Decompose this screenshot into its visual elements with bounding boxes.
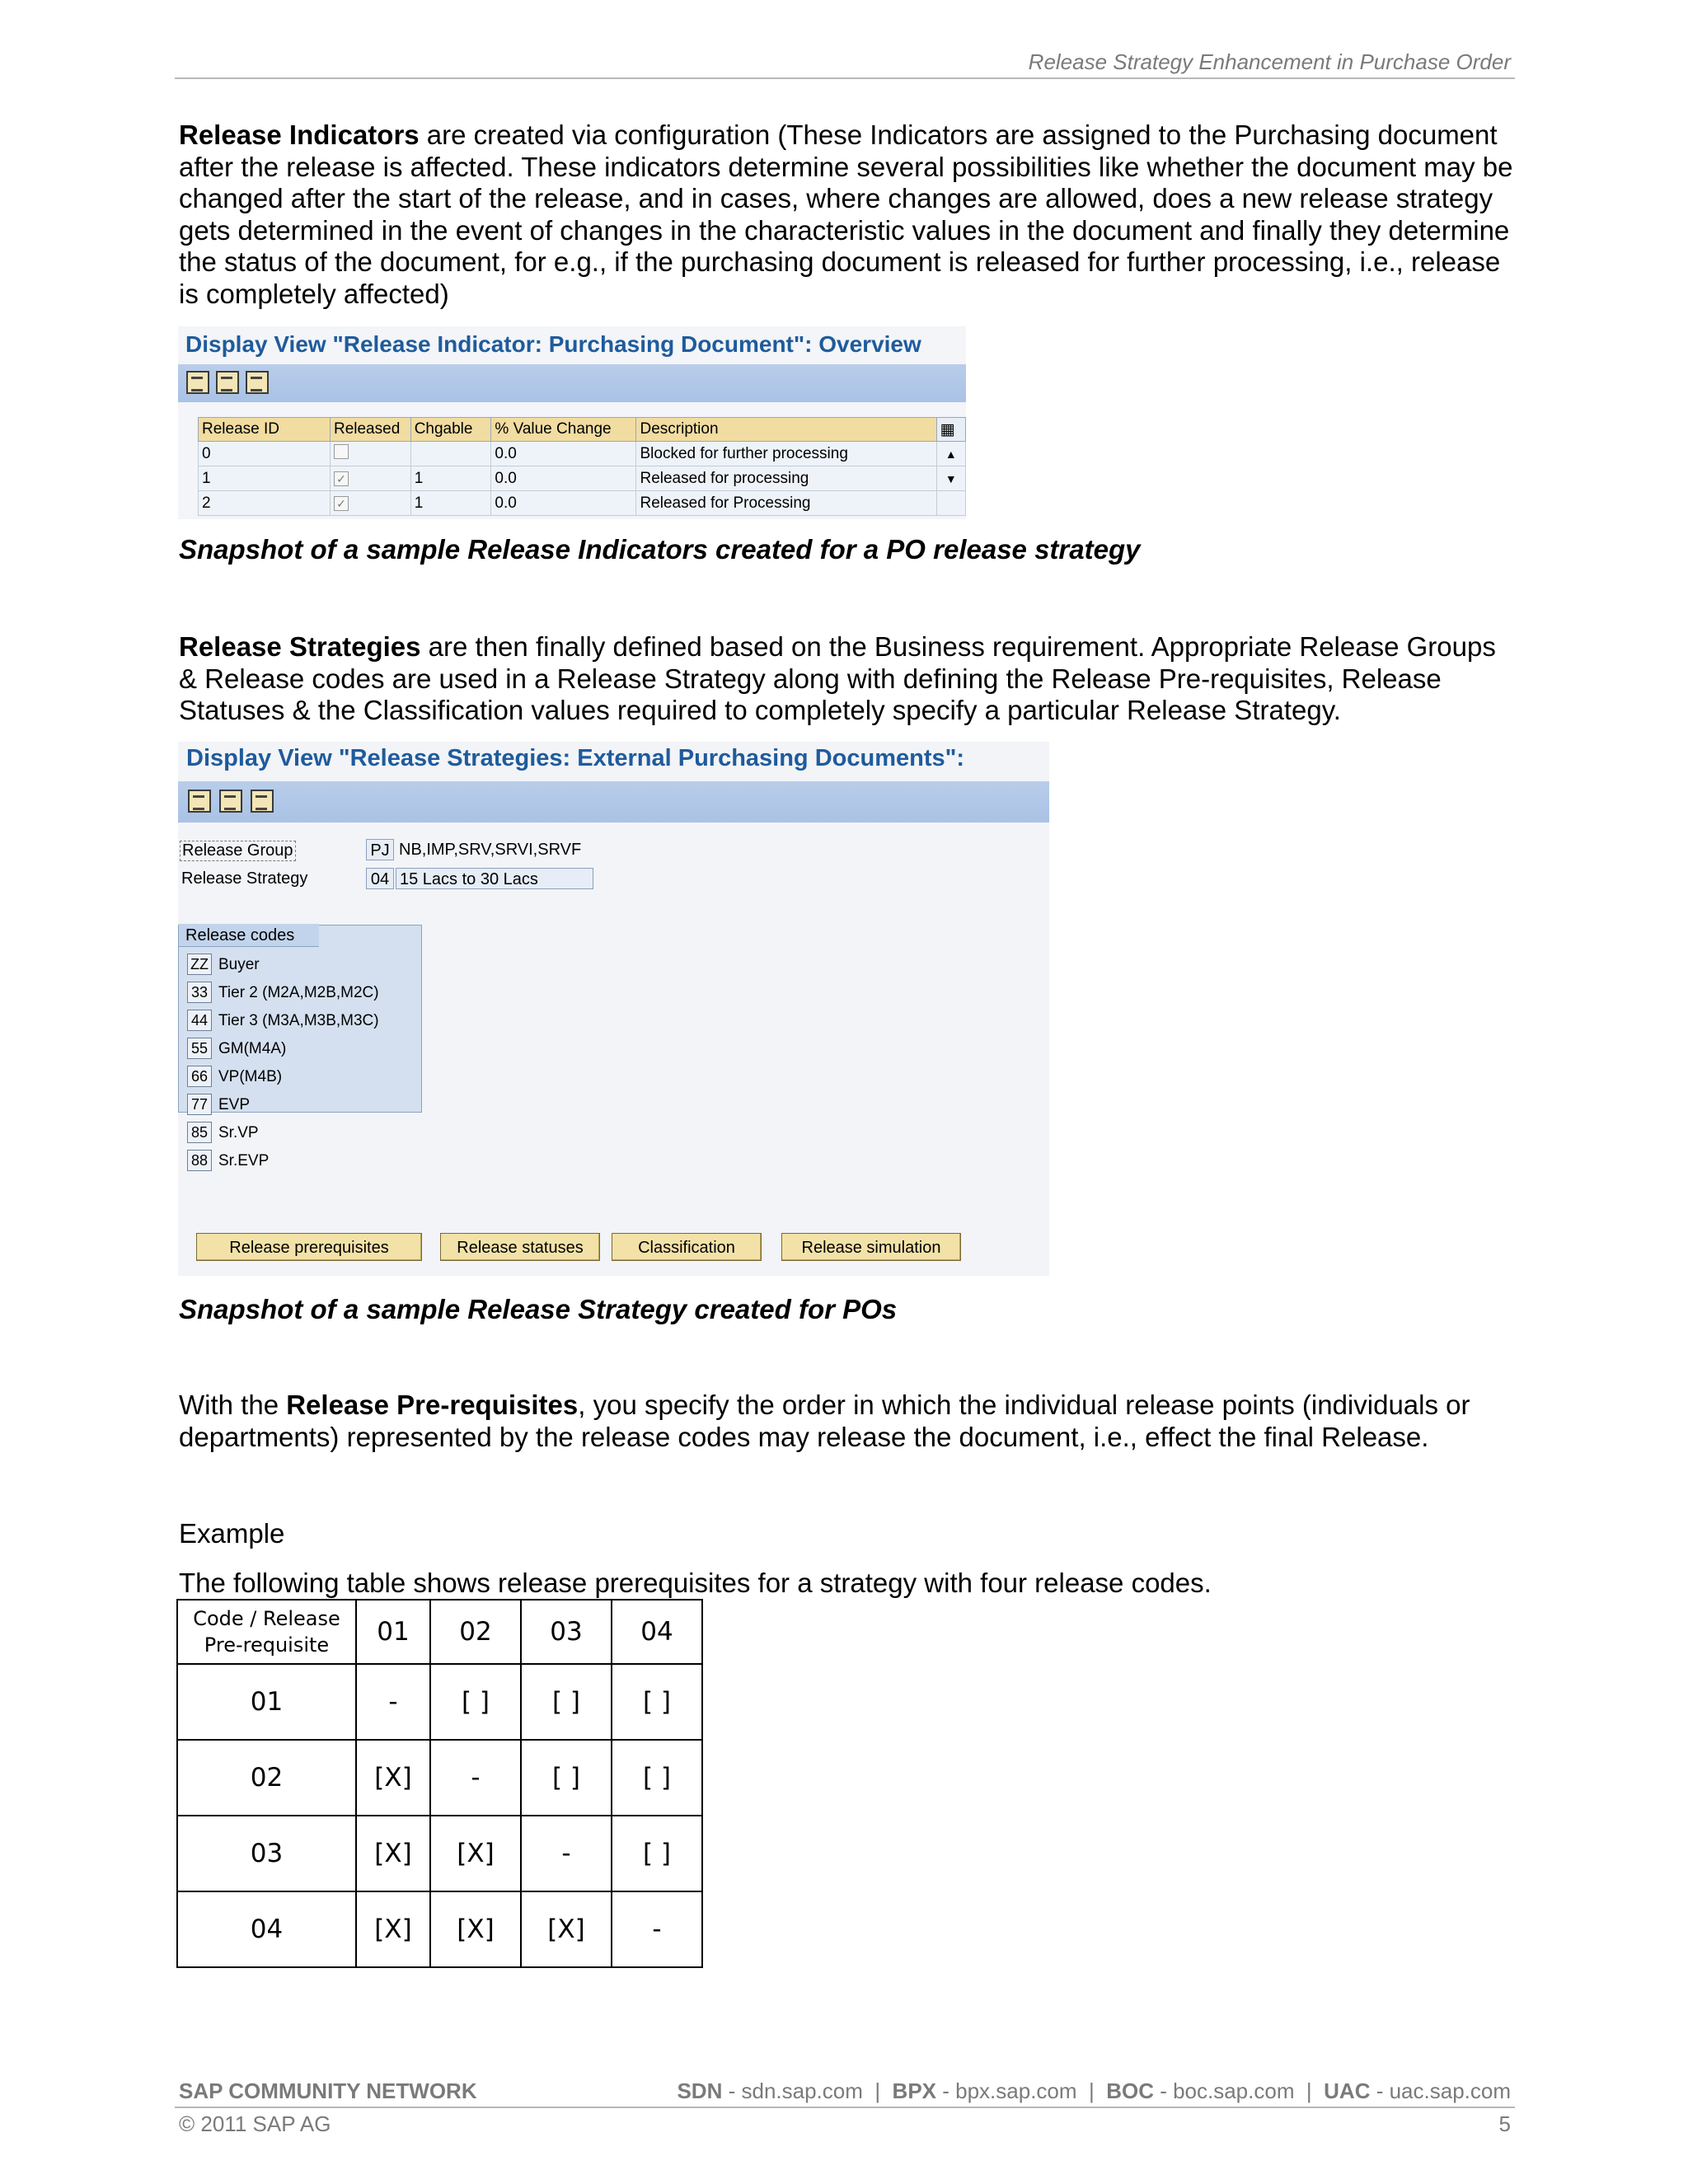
corner-line2: Pre-requisite (204, 1633, 330, 1657)
code-box: ZZ (187, 954, 212, 975)
release-indicators-term: Release Indicators (179, 120, 420, 150)
footer-divider (175, 2107, 1515, 2108)
table-cell: [X] (521, 1891, 612, 1967)
code-name: EVP (218, 1096, 251, 1113)
release-strategy-screenshot (178, 742, 1049, 1276)
release-indicator-table (198, 417, 966, 516)
col-value-change[interactable]: % Value Change (491, 418, 636, 442)
table-cell: [X] (356, 1816, 430, 1891)
footer-link[interactable]: boc.sap.com (1173, 2079, 1295, 2103)
table-cell: [ ] (612, 1664, 702, 1740)
table-row (177, 1740, 702, 1816)
row-header: 01 (177, 1664, 356, 1740)
column-header: 01 (356, 1600, 430, 1664)
value-change-cell: 0.0 (491, 466, 636, 491)
released-checkbox[interactable]: ✓ (330, 491, 410, 516)
footer-link-label: BPX (892, 2079, 937, 2103)
row-header: 02 (177, 1740, 356, 1816)
release-strategy-label: Release Strategy (181, 869, 308, 888)
release-strategies-paragraph (179, 631, 1514, 727)
release-prerequisites-button[interactable]: Release prerequisites (196, 1233, 422, 1261)
footer-link-label: BOC (1106, 2079, 1154, 2103)
row-header: 03 (177, 1816, 356, 1891)
code-name: Sr.VP (218, 1124, 259, 1141)
table-cell: [X] (356, 1891, 430, 1967)
table-cell: [ ] (612, 1816, 702, 1891)
prerequisite-table (176, 1599, 703, 1968)
release-indicators-text: are created via configuration (These Indicators are assigned to the Purchasing document after the release is affected. These indicators determine several possibilities like whether the document may be changed after the start of the release, and in cases, where changes are allowed, does a new release strategy gets determined in the event of changes in the characteristic values in the document and finally they determine the status of the document, for e.g., if the purchasing document is released for further processing, i.e., release is completely affected) (179, 120, 1513, 309)
release-indicators-paragraph (179, 120, 1514, 310)
other-object-icon[interactable] (188, 790, 211, 813)
classification-button[interactable]: Classification (612, 1233, 762, 1261)
release-statuses-button[interactable]: Release statuses (440, 1233, 600, 1261)
table-row[interactable] (199, 442, 966, 466)
footer-link[interactable]: bpx.sap.com (955, 2079, 1077, 2103)
release-id-cell[interactable]: 1 (199, 466, 331, 491)
code-name: GM(M4A) (218, 1040, 287, 1057)
list-item[interactable] (187, 1038, 286, 1062)
code-name: Tier 3 (M3A,M3B,M3C) (218, 1012, 379, 1029)
page-number: 5 (1498, 2111, 1511, 2136)
release-codes-header: Release codes (179, 924, 319, 947)
table-cell: [ ] (521, 1664, 612, 1740)
code-box: 85 (187, 1122, 212, 1143)
footer-links: SDN - sdn.sap.com | BPX - bpx.sap.com | BOC - boc.sap.com | UAC - uac.sap.com (677, 2079, 1511, 2103)
code-box: 88 (187, 1150, 212, 1171)
header-divider (175, 77, 1515, 79)
column-settings-icon[interactable]: ▦ (936, 418, 966, 442)
col-description[interactable]: Description (636, 418, 936, 442)
code-name: Sr.EVP (218, 1152, 270, 1169)
details-icon[interactable] (216, 371, 239, 394)
screen2-toolbar (178, 781, 1049, 823)
column-header: 02 (430, 1600, 521, 1664)
release-id-cell[interactable]: 0 (199, 442, 331, 466)
prereq-text-pre: With the (179, 1390, 287, 1420)
table-cell: - (430, 1740, 521, 1816)
released-checkbox[interactable]: ✓ (330, 466, 410, 491)
list-item[interactable] (187, 982, 379, 1006)
value-change-cell: 0.0 (491, 442, 636, 466)
chgable-cell (410, 442, 491, 466)
footer-link-label: SDN (677, 2079, 723, 2103)
footer-network: SAP COMMUNITY NETWORK (179, 2079, 477, 2103)
list-item[interactable] (187, 1066, 282, 1090)
code-box: 44 (187, 1010, 212, 1031)
corner-line1: Code / Release (193, 1607, 340, 1630)
release-strategy-description[interactable]: 15 Lacs to 30 Lacs (396, 868, 593, 889)
screen1-toolbar (178, 364, 966, 402)
release-strategies-term: Release Strategies (179, 631, 421, 662)
release-strategy-code[interactable]: 04 (366, 868, 394, 889)
value-change-cell: 0.0 (491, 491, 636, 516)
release-prerequisites-paragraph (179, 1390, 1514, 1453)
copy-icon[interactable] (219, 790, 242, 813)
caption-release-strategy: Snapshot of a sample Release Strategy created for POs (179, 1294, 898, 1324)
example-intro: The following table shows release prerequisites for a strategy with four release codes. (179, 1568, 1212, 1598)
prereq-text: , you specify the order in which the individual release points (individuals or departments) represented by the release codes may release the document, i.e., effect the final Release. (179, 1390, 1470, 1452)
list-item[interactable] (187, 1010, 379, 1034)
description-cell: Released for processing (636, 466, 936, 491)
col-released[interactable]: Released (330, 418, 410, 442)
chgable-cell: 1 (410, 491, 491, 516)
footer-link[interactable]: uac.sap.com (1389, 2079, 1511, 2103)
code-box: 33 (187, 982, 212, 1003)
release-indicator-screenshot (178, 326, 966, 519)
table-row (177, 1816, 702, 1891)
table-cell: [X] (356, 1740, 430, 1816)
corner-header (177, 1600, 356, 1664)
code-name: Buyer (218, 956, 260, 973)
release-group-code[interactable]: PJ (366, 839, 394, 860)
release-id-cell[interactable]: 2 (199, 491, 331, 516)
screen2-title: Display View "Release Strategies: External Purchasing Documents": (186, 745, 965, 771)
list-item[interactable] (187, 1122, 259, 1146)
release-group-label: Release Group (180, 841, 296, 861)
display-icon[interactable] (186, 371, 209, 394)
description-cell: Blocked for further processing (636, 442, 936, 466)
row-header: 04 (177, 1891, 356, 1967)
release-group-value: NB,IMP,SRV,SRVI,SRVF (399, 841, 582, 859)
code-box: 77 (187, 1094, 212, 1115)
table-cell: [ ] (430, 1664, 521, 1740)
table-cell: - (521, 1816, 612, 1891)
footer-link-label: UAC (1324, 2079, 1371, 2103)
scroll-down-icon[interactable]: ▼ (936, 466, 966, 491)
list-item[interactable] (187, 954, 260, 978)
release-simulation-button[interactable]: Release simulation (781, 1233, 961, 1261)
print-icon[interactable] (246, 371, 269, 394)
column-header: 04 (612, 1600, 702, 1664)
table-cell: - (356, 1664, 430, 1740)
scrollbar[interactable] (936, 491, 966, 516)
table-cell: [X] (430, 1816, 521, 1891)
release-codes-panel (178, 925, 422, 1169)
table-cell: [ ] (612, 1740, 702, 1816)
release-prerequisites-term: Release Pre-requisites (286, 1390, 579, 1420)
table-cell: [X] (430, 1891, 521, 1967)
footer-link[interactable]: sdn.sap.com (741, 2079, 863, 2103)
table-row (177, 1891, 702, 1967)
description-cell: Released for Processing (636, 491, 936, 516)
copyright: © 2011 SAP AG (179, 2111, 331, 2136)
running-header: Release Strategy Enhancement in Purchase Order (1028, 49, 1511, 74)
table-cell: - (612, 1891, 702, 1967)
print-icon[interactable] (251, 790, 274, 813)
caption-release-indicators: Snapshot of a sample Release Indicators created for a PO release strategy (179, 534, 1141, 565)
table-row (177, 1664, 702, 1740)
screen1-title: Display View "Release Indicator: Purchasing Document": Overview (185, 331, 921, 357)
code-name: Tier 2 (M2A,M2B,M2C) (218, 984, 379, 1001)
table-row[interactable] (199, 491, 966, 516)
col-chgable[interactable]: Chgable (410, 418, 491, 442)
code-box: 55 (187, 1038, 212, 1059)
list-item[interactable] (187, 1094, 250, 1118)
chgable-cell: 1 (410, 466, 491, 491)
col-release-id[interactable]: Release ID (199, 418, 331, 442)
code-name: VP(M4B) (218, 1068, 283, 1085)
code-box: 66 (187, 1066, 212, 1087)
table-row[interactable] (199, 466, 966, 491)
table-cell: [ ] (521, 1740, 612, 1816)
column-header: 03 (521, 1600, 612, 1664)
scroll-up-icon[interactable]: ▲ (936, 442, 966, 466)
release-strategies-text: are then finally defined based on the Business requirement. Appropriate Release Groups & Release codes are used in a Release Strategy along with defining the Release Pre-requisites, Release Statuses & the Classification values required to completely specify a particular Release Strategy. (179, 631, 1496, 725)
example-label: Example (179, 1518, 285, 1549)
released-checkbox[interactable] (330, 442, 410, 466)
list-item[interactable] (187, 1150, 269, 1174)
